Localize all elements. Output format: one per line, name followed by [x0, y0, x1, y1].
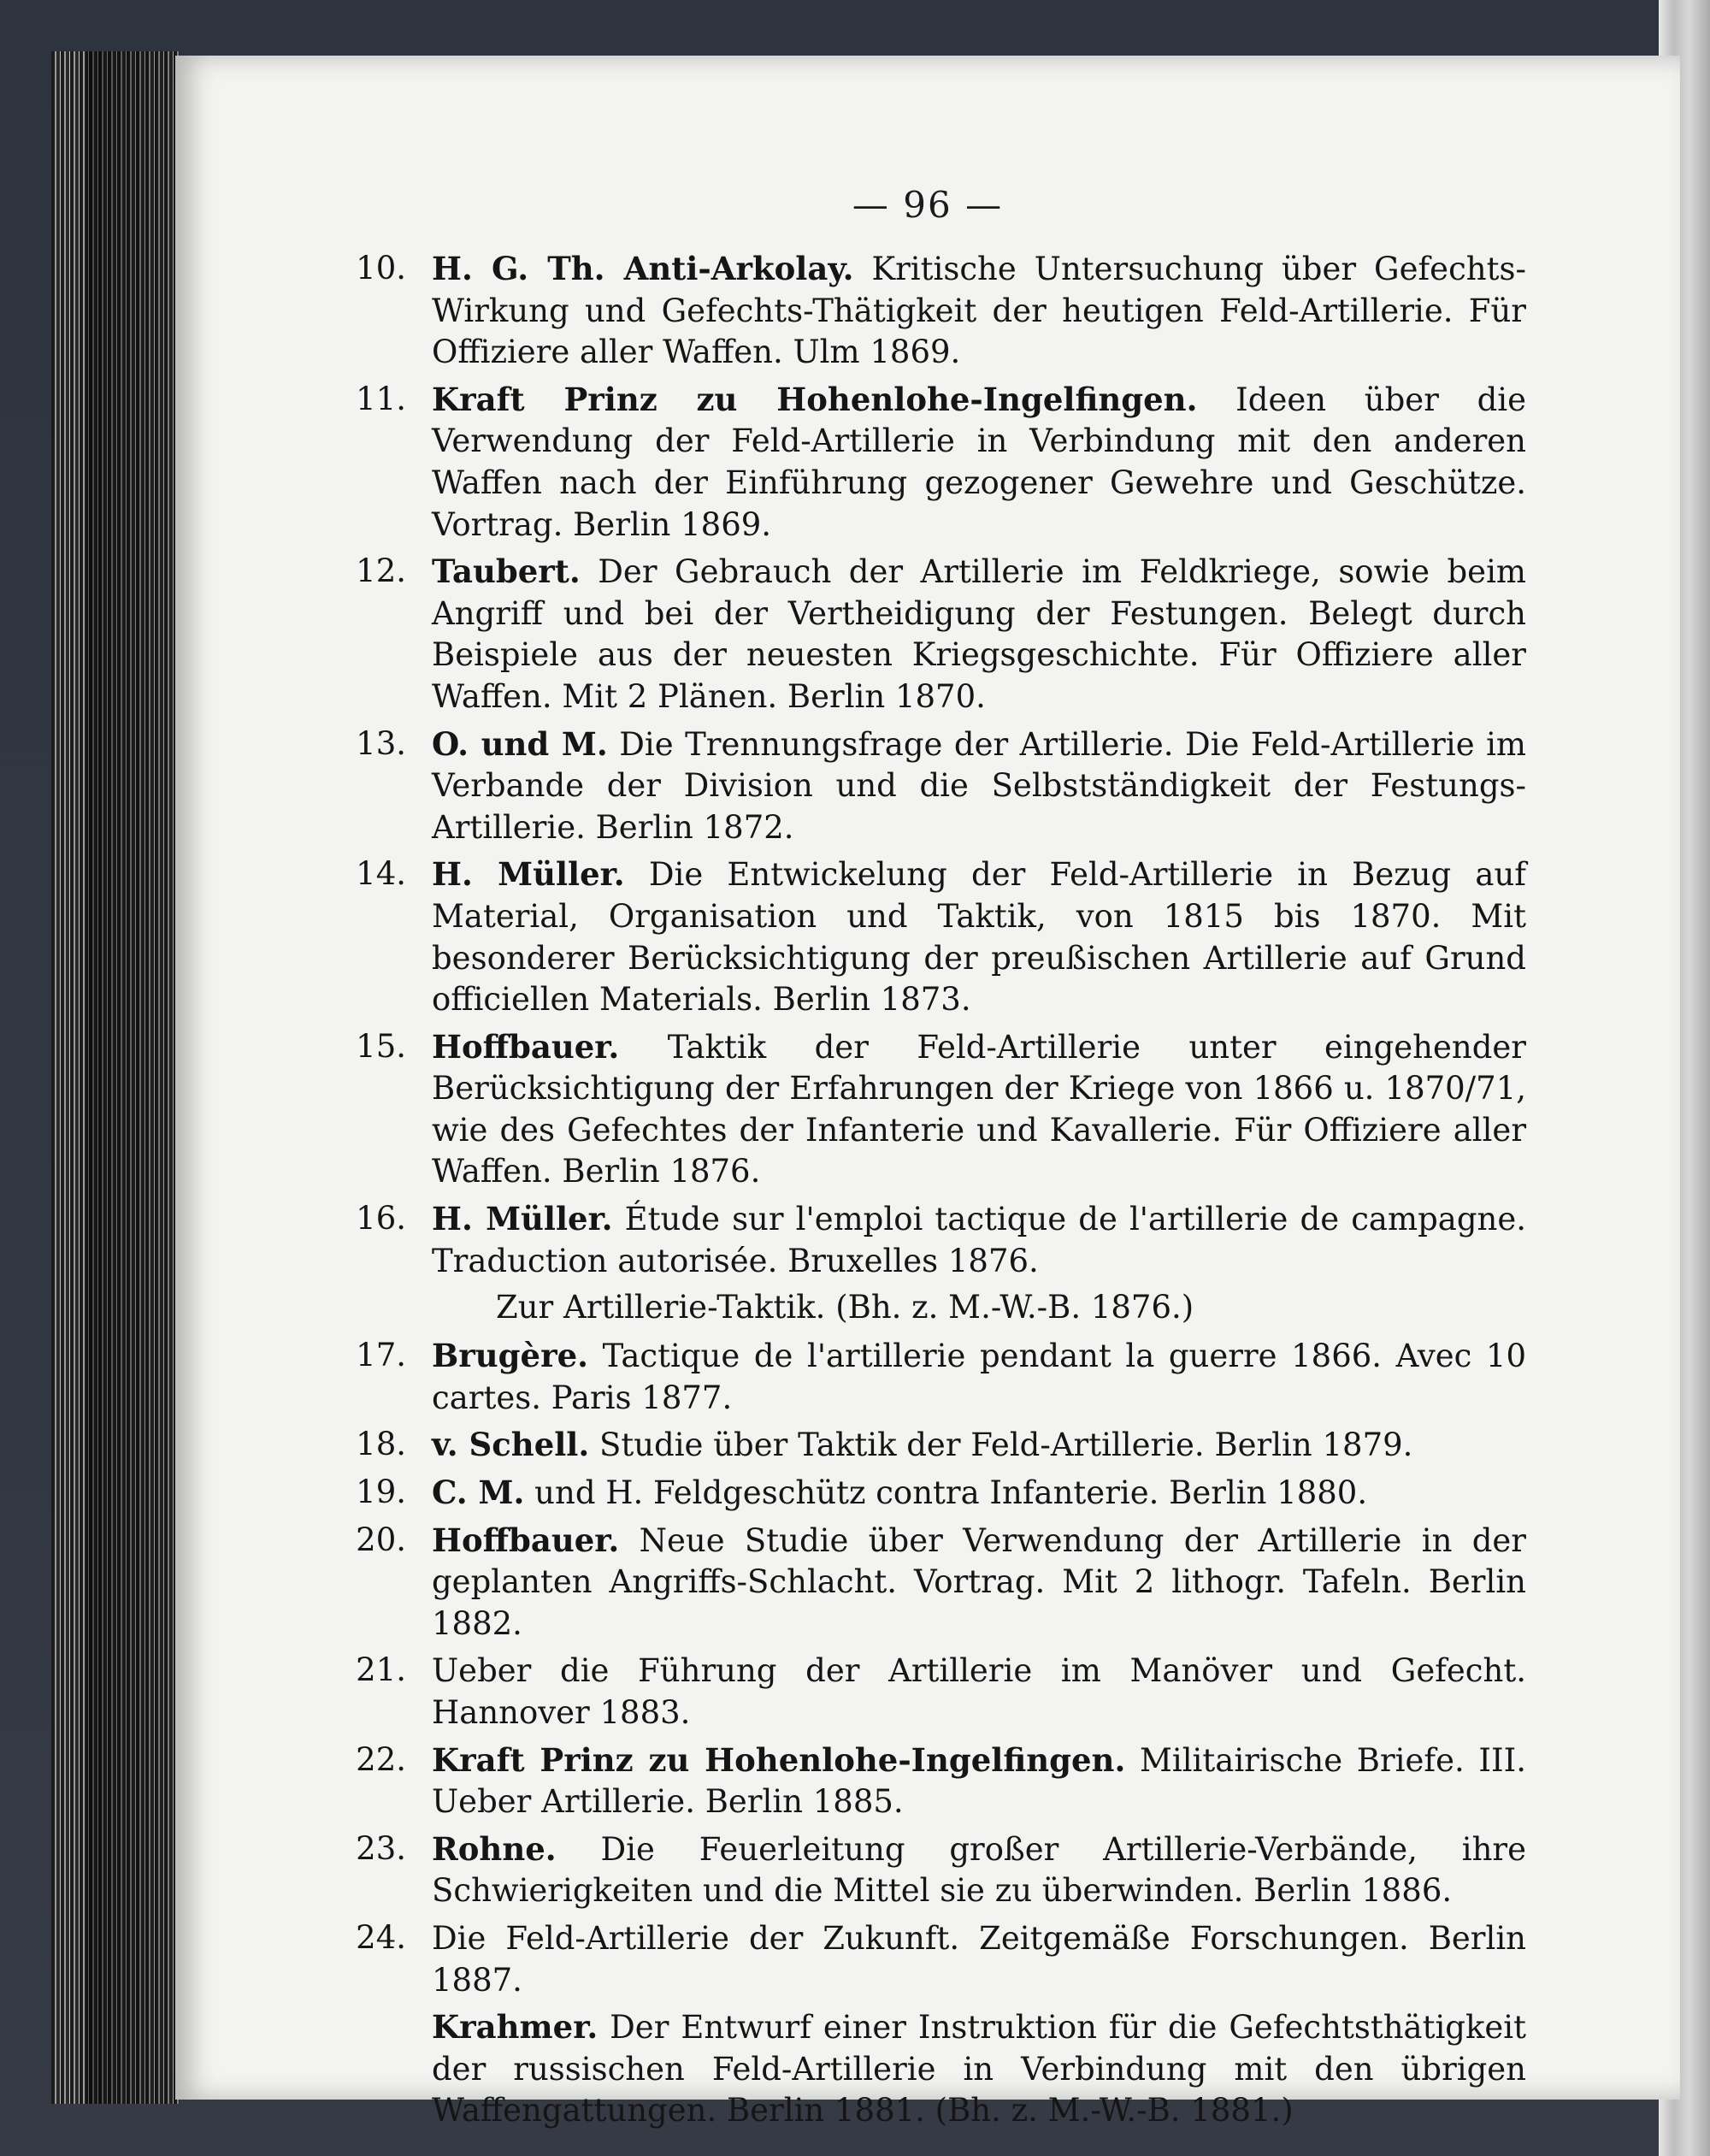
bibliography-entry-10 — [356, 248, 1526, 374]
entry-number: 20. — [356, 1521, 406, 1558]
bibliography-entry-16 — [356, 1198, 1526, 1282]
bibliography-entry-23 — [356, 1828, 1526, 1912]
entry-author: O. und M. — [432, 724, 608, 763]
entry-number: 21. — [356, 1651, 406, 1689]
entry-number: 24. — [356, 1918, 406, 1956]
entry-text: Ueber die Führung der Artillerie im Manöver und Gefecht. Hannover 1883. — [432, 1652, 1526, 1731]
entry-number: 17. — [356, 1337, 406, 1374]
entry-number: 12. — [356, 552, 406, 590]
entry-text: Der Entwurf einer Instruktion für die Gefechtsthätigkeit der russischen Feld-Artillerie in Verbindung mit den übrigen Waffengattungen. Berlin 1881. (Bh. z. M.-W.-B. 1881.) — [432, 2009, 1526, 2129]
entry-number: 16. — [356, 1200, 406, 1237]
bibliography-entry-18 — [356, 1424, 1526, 1467]
entry-number: 23. — [356, 1829, 406, 1867]
bibliography-entry-14 — [356, 854, 1526, 1020]
entry-text: Studie über Taktik der Feld-Artillerie. Berlin 1879. — [589, 1427, 1413, 1464]
entry-number: 15. — [356, 1027, 406, 1065]
bibliography-entry-22 — [356, 1740, 1526, 1823]
entry-number: 19. — [356, 1474, 406, 1511]
entry-author: Hoffbauer. — [432, 1521, 620, 1559]
entry-author: H. Müller. — [432, 855, 625, 894]
bibliography-entry-24 — [356, 1917, 1526, 2001]
entry-author: Kraft Prinz zu Hohenlohe-Ingelfingen. — [432, 380, 1198, 418]
bibliography-entry-13 — [356, 724, 1527, 849]
entry-author: Rohne. — [432, 1829, 557, 1868]
entry-text: Die Feld-Artillerie der Zukunft. Zeitgemäße Forschungen. Berlin 1887. — [432, 1919, 1526, 1999]
bibliography-list — [356, 248, 1527, 2137]
entry-author: H. Müller. — [432, 1200, 613, 1238]
entry-author: C. M. — [432, 1474, 525, 1512]
entry-author: Kraft Prinz zu Hohenlohe-Ingelfingen. — [432, 1740, 1126, 1779]
bibliography-entry-21 — [356, 1650, 1526, 1734]
entry-text: Tactique de l'artillerie pendant la guerre 1866. Avec 10 cartes. Paris 1877. — [432, 1338, 1526, 1416]
entry-16-subnote: Zur Artillerie-Taktik. (Bh. z. M.-W.-B. 1876.) — [496, 1289, 1194, 1326]
entry-text: Die Feuerleitung großer Artillerie-Verbände, ihre Schwierigkeiten und die Mittel sie zu überwinden. Berlin 1886. — [432, 1830, 1526, 1910]
entry-text: Étude sur l'emploi tactique de l'artillerie de campagne. Traduction autorisée. Bruxelles 1876. — [432, 1201, 1526, 1279]
entry-text: Militairische Briefe. III. Ueber Artillerie. Berlin 1885. — [432, 1741, 1526, 1821]
entry-author: Taubert. — [432, 552, 581, 591]
entry-number: 22. — [356, 1740, 406, 1778]
entry-number: 11. — [356, 380, 406, 417]
page-number: — 96 — — [852, 184, 1004, 226]
entry-text: Die Trennungsfrage der Artillerie. Die Feld-Artillerie im Verbande der Division und die Selbstständigkeit der Festungs-Artillerie. Berlin 1872. — [432, 725, 1527, 846]
bibliography-entry-12 — [356, 551, 1526, 718]
bibliography-entry-17 — [356, 1335, 1526, 1419]
entry-number: 18. — [356, 1426, 406, 1463]
entry-author: Hoffbauer. — [432, 1027, 620, 1066]
entry-number: 13. — [356, 724, 406, 762]
entry-author: v. Schell. — [432, 1426, 590, 1464]
entry-author: H. G. Th. Anti-Arkolay. — [432, 250, 854, 287]
entry-text: Die Entwickelung der Feld-Artillerie in Bezug auf Material, Organisation und Taktik, von 1815 bis 1870. Mit besonderer Berücksichtigung der preußischen Artillerie auf Grund officiellen Materials. Berlin 1873. — [432, 856, 1526, 1019]
entry-text: Der Gebrauch der Artillerie im Feldkriege, sowie beim Angriff und bei der Vertheidigung der Festungen. Belegt durch Beispiele aus der neuesten Kriegsgeschichte. Für Offiziere aller Waffen. Mit 2 Plänen. Berlin 1870. — [432, 553, 1526, 715]
entry-text: Kritische Untersuchung über Gefechts-Wirkung und Gefechts-Thätigkeit der heutigen Feld-Artillerie. Für Offiziere aller Waffen. Ulm 1869. — [432, 251, 1526, 371]
bibliography-entry-20 — [356, 1520, 1526, 1645]
entry-text: Taktik der Feld-Artillerie unter eingehender Berücksichtigung der Erfahrungen der Kriege von 1866 u. 1870/71, wie des Gefechtes der Infanterie und Kavallerie. Für Offiziere aller Waffen. Berlin 1876. — [432, 1028, 1526, 1190]
book-spine-shadow — [86, 51, 180, 2104]
bibliography-entry-15 — [356, 1026, 1526, 1193]
bibliography-entry-11 — [356, 379, 1526, 546]
entry-text: Neue Studie über Verwendung der Artillerie in der geplanten Angriffs-Schlacht. Vortrag. Mit 2 lithogr. Tafeln. Berlin 1882. — [432, 1521, 1526, 1642]
entry-author: Krahmer. — [432, 2008, 598, 2047]
entry-number: 14. — [356, 855, 406, 893]
entry-author: Brugère. — [432, 1337, 588, 1375]
entry-number: 10. — [356, 250, 406, 286]
entry-text: und H. Feldgeschütz contra Infanterie. Berlin 1880. — [524, 1474, 1368, 1512]
entry-text: Ideen über die Verwendung der Feld-Artillerie in Verbindung mit den anderen Waffen nach der Einführung gezogener Gewehre und Geschütze. Vortrag. Berlin 1869. — [432, 381, 1526, 543]
bibliography-entry-19 — [356, 1472, 1526, 1515]
bibliography-entry-krahmer — [432, 2006, 1526, 2132]
